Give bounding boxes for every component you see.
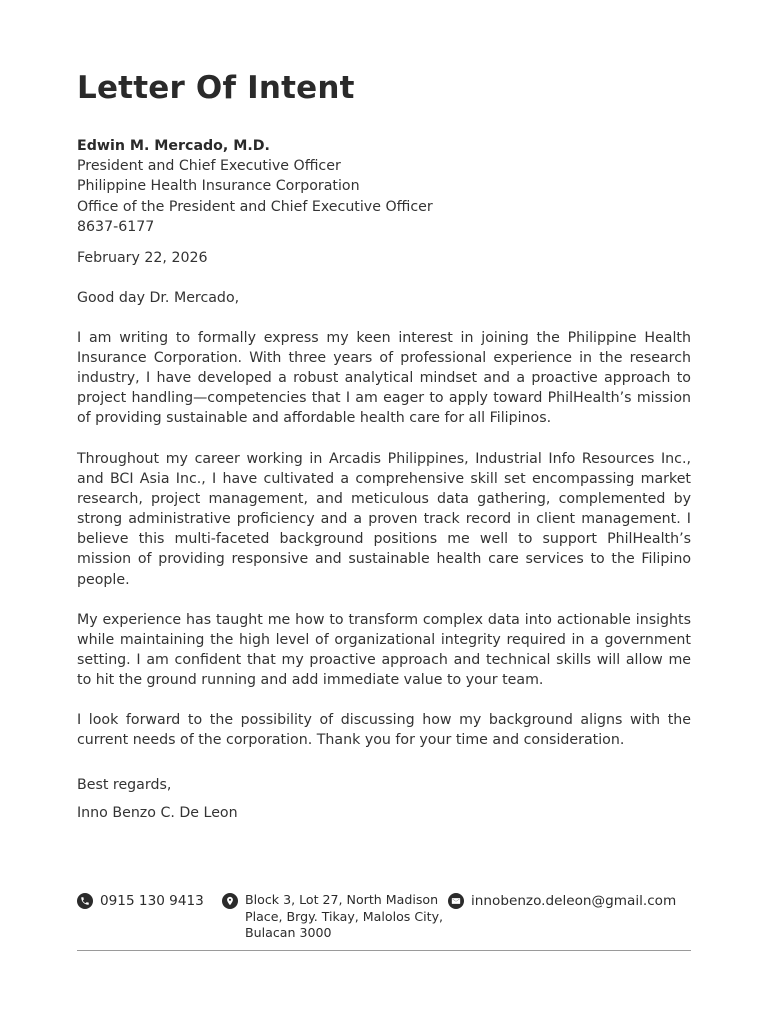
location-pin-icon bbox=[222, 893, 238, 909]
recipient-position: President and Chief Executive Officer bbox=[77, 158, 341, 175]
phone-number: 0915 130 9413 bbox=[100, 893, 204, 909]
recipient-phone: 8637-6177 bbox=[77, 218, 155, 235]
footer-divider bbox=[77, 950, 691, 951]
body-paragraph: I look forward to the possibility of discussing how my background aligns with the current needs of the corporation. Thank you for your time and consideration. bbox=[77, 712, 691, 749]
body-paragraph: My experience has taught me how to transform complex data into actionable insights while maintaining the high level of organizational integrity required in a government setting. I am confident that my proactive approach and technical skills will allow me to hit the ground running and add immediate value to your team. bbox=[77, 612, 691, 689]
recipient-block bbox=[77, 136, 691, 237]
address-line: Block 3, Lot 27, North Madison bbox=[245, 892, 439, 907]
address-line: Place, Brgy. Tikay, Malolos City, bbox=[245, 908, 444, 924]
salutation: Good day Dr. Mercado, bbox=[77, 290, 240, 306]
email-address: innobenzo.deleon@gmail.com bbox=[471, 893, 677, 909]
address-text bbox=[245, 892, 443, 942]
signature-name: Inno Benzo C. De Leon bbox=[77, 805, 238, 821]
envelope-icon bbox=[448, 893, 464, 909]
page-title: Letter Of Intent bbox=[77, 70, 355, 106]
body-paragraph: I am writing to formally express my keen interest in joining the Philippine Health Insurance Corporation. With three years of professional experience in the research industry, I have developed a robust analytical mindset and a proactive approach to project handling—competencies that I am eager to apply toward PhilHealth’s mission of providing sustainable and affordable health care for all Filipinos. bbox=[77, 330, 691, 427]
recipient-office: Office of the President and Chief Executive Officer bbox=[77, 198, 433, 215]
contact-footer bbox=[77, 892, 691, 946]
closing-line: Best regards, bbox=[77, 777, 172, 793]
address-line: Bulacan 3000 bbox=[245, 925, 332, 941]
letter-date: February 22, 2026 bbox=[77, 250, 208, 266]
recipient-organization: Philippine Health Insurance Corporation bbox=[77, 178, 360, 195]
contact-phone bbox=[77, 892, 204, 910]
contact-email bbox=[448, 892, 676, 910]
body-paragraph: Throughout my career working in Arcadis Philippines, Industrial Info Resources Inc., and BCI Asia Inc., I have cultivated a comprehensive skill set encompassing market research, project management, and meticulous data gathering, complemented by strong administrative proficiency and a proven track record in client management. I believe this multi-faceted background positions me well to support PhilHealth’s mission of providing responsive and sustainable health care services to the Filipino people. bbox=[77, 451, 691, 588]
contact-address bbox=[222, 892, 443, 942]
phone-icon bbox=[77, 893, 93, 909]
recipient-name: Edwin M. Mercado, M.D. bbox=[77, 138, 270, 154]
